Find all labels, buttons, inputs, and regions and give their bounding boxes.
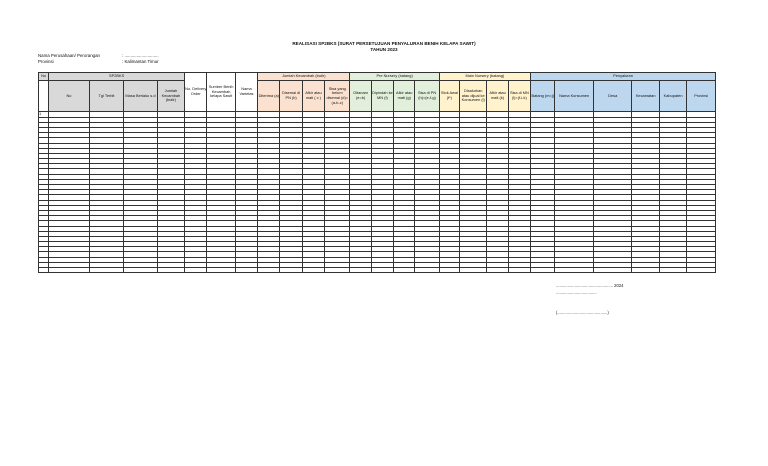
sub-sp2bks-tgl: Tgl Terbit (89, 81, 124, 112)
header-sumber-benih: Sumber Benih Kecambah kelapa Sawit (207, 73, 235, 112)
table-cell (439, 268, 459, 273)
meta-province (38, 59, 159, 65)
sub-mn-sisa: Sisa di MN (l)=(f-i-k) (508, 81, 530, 112)
row-number-cell: 1 (39, 112, 49, 118)
sub-pn-dipindah: Dipindah ke MN (f) (371, 81, 393, 112)
header-penyaluran: Penyaluran (531, 73, 716, 81)
table-cell (632, 268, 659, 273)
sub-penyaluran-kecamatan: Kecamatan (632, 81, 659, 112)
sub-sp2bks-masa: Masa Berlaku s.d (124, 81, 157, 112)
header-varietas: Nama Varietas (235, 73, 257, 112)
table-cell (280, 268, 302, 273)
sub-pn-ditanam: Ditanam (e=b) (350, 81, 371, 112)
table-cell (89, 268, 124, 273)
sub-penyaluran-provinsi: Provinsi (687, 81, 716, 112)
sub-mn-disalurkan: Disalurkan atau dijual ke Konsumen (i) (460, 81, 487, 112)
header-delivery-order: No. Delivery Order (185, 73, 207, 112)
sub-penyaluran-desa: Desa (593, 81, 632, 112)
meta-company-label: Nama Perusahaan/ Perorangan (38, 53, 100, 58)
sub-kecambah-sisa: Sisa yang belum disemai (d)=(a-b-c) (325, 81, 350, 112)
meta-block (38, 53, 159, 65)
table-row (39, 268, 716, 273)
document-year: TAHUN 2023 (370, 47, 398, 52)
header-no-blank (39, 81, 49, 112)
table-cell (531, 268, 555, 273)
sub-sp2bks-jumlah: Jumlah Kecambah (butir) (157, 81, 184, 112)
table-cell (487, 268, 508, 273)
signature-org: ................................... (556, 290, 597, 295)
header-main-nursery: Main Nursery (batang) (439, 73, 530, 81)
sub-mn-afkir: Afkir atau mati (k) (487, 81, 508, 112)
table-cell (124, 268, 157, 273)
table-cell (258, 268, 280, 273)
document-title: REALISASI SP2BKS (SURAT PERSETUJUAN PENYALURAN BENIH KELAPA SAWIT) (292, 41, 476, 46)
realisasi-table (38, 72, 716, 273)
table-cell (371, 268, 393, 273)
sub-kecambah-diterima: Diterima (a) (258, 81, 280, 112)
table-cell (415, 268, 439, 273)
header-no: No (39, 73, 49, 81)
sub-mn-stok: Stok Awal (f*) (439, 81, 459, 112)
table-cell (687, 268, 716, 273)
sub-penyaluran-batang: Batang (m=j) (531, 81, 555, 112)
meta-company-value: : ............................ (122, 53, 159, 58)
table-cell (157, 268, 184, 273)
signature-name: (...........................................) (556, 310, 609, 315)
header-sp2bks: SP2BKS (49, 73, 185, 81)
table-cell (593, 268, 632, 273)
sub-kecambah-afkir: Afkir atau mati ( c ) (302, 81, 324, 112)
sub-penyaluran-kabupaten: Kabupaten (659, 81, 686, 112)
table-cell (555, 268, 594, 273)
table-cell (659, 268, 686, 273)
sub-kecambah-disemai: Disemai di PN (b) (280, 81, 302, 112)
table-cell (49, 268, 90, 273)
row-number-cell (39, 268, 49, 273)
table-cell (302, 268, 324, 273)
table-cell (235, 268, 257, 273)
signature-date: ................................................. 2024 (556, 283, 624, 288)
table-cell (207, 268, 235, 273)
table-cell (350, 268, 371, 273)
table-cell (508, 268, 530, 273)
meta-province-label: Provinsi (38, 59, 54, 64)
sub-pn-sisa: Sisa di PN (h)=(e-f-g) (415, 81, 439, 112)
sub-sp2bks-no: No (49, 81, 90, 112)
table-body (39, 112, 716, 273)
sub-pn-afkir: Afkir atau mati (g) (394, 81, 415, 112)
table-cell (325, 268, 350, 273)
table-cell (185, 268, 207, 273)
meta-province-value: : Kalimantan Timur (122, 59, 159, 64)
table-cell (460, 268, 487, 273)
header-pre-nursery: Pre Nursery (batang) (350, 73, 439, 81)
header-kecambah: Jumlah Kecambah (butir) (258, 73, 350, 81)
sub-penyaluran-konsumen: Nama Konsumen (555, 81, 594, 112)
table-cell (394, 268, 415, 273)
